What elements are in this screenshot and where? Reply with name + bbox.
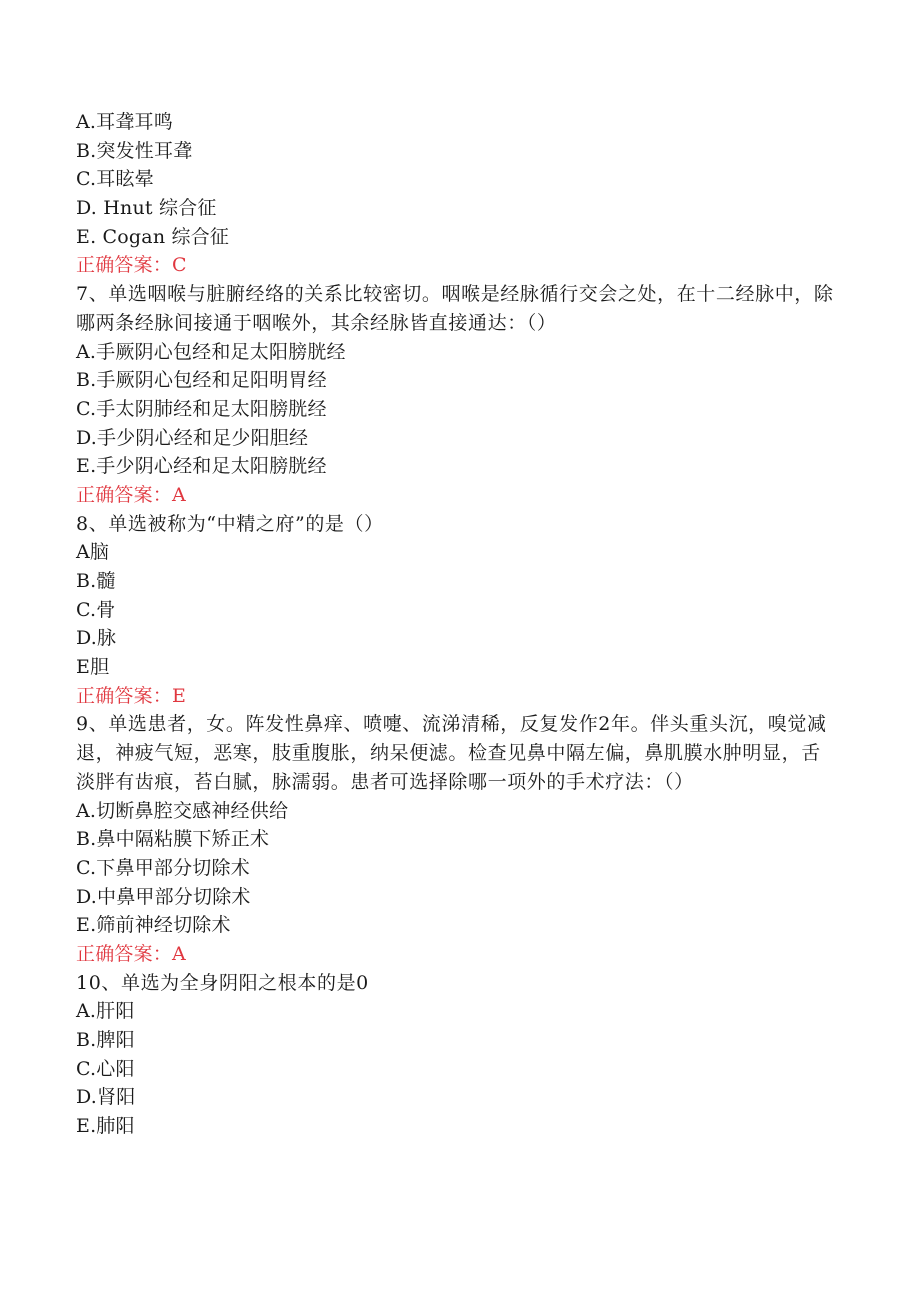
- option-d: D. Hnut 综合征: [76, 197, 217, 220]
- option-d: D.脉: [76, 627, 117, 650]
- option-e: E胆: [76, 656, 110, 679]
- option-a: A.肝阳: [76, 1000, 135, 1023]
- correct-answer: 正确答案：A: [76, 483, 186, 506]
- option-b: B.脾阳: [76, 1029, 135, 1052]
- question-stem: 7、单选咽喉与脏腑经络的关系比较密切。咽喉是经脉循行交会之处，在十二经脉中，除哪两条经脉间接通于咽喉外，其余经脉皆直接通达：（）: [76, 283, 834, 334]
- option-b: B.髓: [76, 570, 116, 593]
- question-stem: 10、单选为全身阴阳之根本的是0: [76, 971, 369, 994]
- option-b: B.手厥阴心包经和足阳明胃经: [76, 369, 327, 392]
- correct-answer: 正确答案：A: [76, 943, 186, 966]
- option-d: D.肾阳: [76, 1086, 136, 1109]
- option-c: C.心阳: [76, 1057, 135, 1080]
- correct-answer: 正确答案：E: [76, 684, 187, 707]
- option-c: C.耳眩晕: [76, 168, 154, 191]
- option-e: E.筛前神经切除术: [76, 914, 231, 937]
- prev-answer: 正确答案：C: [76, 254, 187, 277]
- question-7: [76, 280, 836, 510]
- option-c: C.下鼻甲部分切除术: [76, 856, 250, 879]
- option-b: B.鼻中隔粘膜下矫正术: [76, 828, 270, 851]
- question-10: [76, 969, 836, 1141]
- prev-question-options: [76, 108, 836, 251]
- option-a: A.手厥阴心包经和足太阳膀胱经: [76, 340, 346, 363]
- option-c: C.骨: [76, 598, 116, 621]
- option-b: B.突发性耳聋: [76, 139, 193, 162]
- option-a: A脑: [76, 541, 110, 564]
- option-a: A.耳聋耳鸣: [76, 111, 173, 133]
- option-d: D.中鼻甲部分切除术: [76, 885, 251, 908]
- option-e: E.肺阳: [76, 1115, 135, 1138]
- question-9: [76, 710, 836, 968]
- option-a: A.切断鼻腔交感神经供给: [76, 799, 289, 822]
- question-stem: 9、单选患者，女。阵发性鼻痒、喷嚏、流涕清稀，反复发作2年。伴头重头沉，嗅觉减退，神疲气短，恶寒，肢重腹胀，纳呆便滤。检查见鼻中隔左偏，鼻肌膜水肿明显，舌淡胖有齿痕，苔白腻，脉濡弱。患者可选择除哪一项外的手术疗法：（）: [76, 713, 827, 793]
- option-d: D.手少阴心经和足少阳胆经: [76, 426, 309, 449]
- question-8: [76, 510, 836, 711]
- document-page: [76, 108, 836, 1141]
- option-e: E. Cogan 综合征: [76, 225, 230, 248]
- question-stem: 8、单选被称为“中精之府”的是（）: [76, 512, 384, 535]
- option-c: C.手太阴肺经和足太阳膀胱经: [76, 397, 327, 420]
- option-e: E.手少阴心经和足太阳膀胱经: [76, 455, 327, 478]
